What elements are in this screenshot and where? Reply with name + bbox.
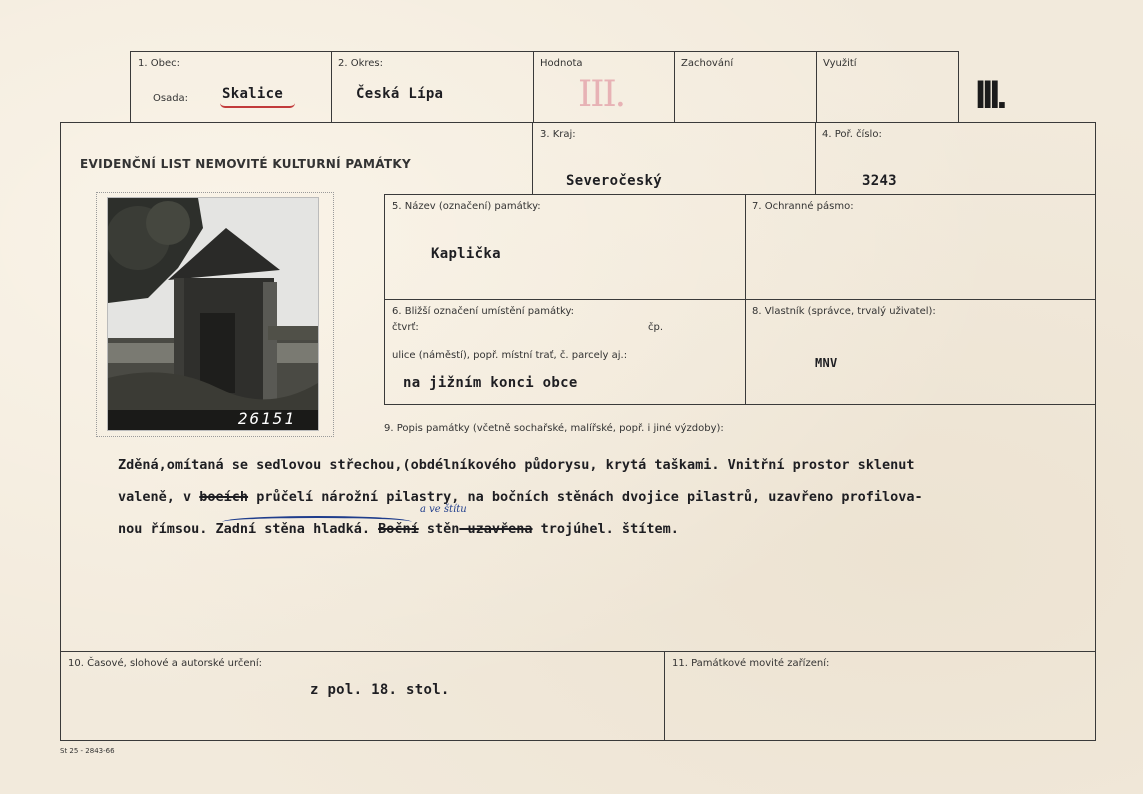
footer-code: St 25 - 2843-66 — [60, 747, 115, 755]
ulice-value: na jižním konci obce — [403, 375, 578, 391]
description-line-1: Zděná,omítaná se sedlovou střechou,(obdélníkového půdorysu, krytá taškami. Vnitřní prostor sklenut — [118, 457, 915, 473]
osada-label: Osada: — [153, 93, 189, 104]
okres-value: Česká Lípa — [356, 86, 444, 102]
kraj-value: Severočeský — [566, 173, 663, 189]
ctvrt-label: čtvrť: — [392, 322, 419, 333]
zachovani-label: Zachování — [681, 58, 734, 69]
por-cislo-label: 4. Poř. číslo: — [822, 129, 882, 140]
nazev-label: 5. Název (označení) památky: — [392, 201, 541, 212]
obec-value: Skalice — [222, 86, 284, 102]
description-text — [118, 449, 1068, 545]
desc-struck: Boční — [378, 521, 419, 537]
desc-struck: boeích — [199, 489, 249, 505]
ochranne-label: 7. Ochranné pásmo: — [752, 201, 854, 212]
blizsi-label: 6. Bližší označení umístění památky: — [392, 306, 575, 317]
monument-photo — [107, 197, 319, 431]
vlastnik-label: 8. Vlastník (správce, trvalý uživatel): — [752, 306, 936, 317]
chapel-photo-image — [108, 198, 318, 430]
vyuziti-label: Využití — [823, 58, 857, 69]
desc-seg: valeně, v — [118, 489, 200, 505]
popis-label: 9. Popis památky (včetně sochařské, malířské, popř. i jiné výzdoby): — [384, 423, 724, 434]
nazev-value: Kaplička — [431, 246, 501, 262]
form-title: EVIDENČNÍ LIST NEMOVITÉ KULTURNÍ PAMÁTKY — [80, 157, 411, 171]
casove-value: z pol. 18. stol. — [310, 682, 450, 698]
classification-mark: III. — [975, 73, 1004, 117]
vlastnik-value: MNV — [815, 356, 838, 370]
blue-pen-stroke — [222, 516, 412, 528]
kraj-label: 3. Kraj: — [540, 129, 576, 140]
ulice-label: ulice (náměstí), popř. místní trať, č. parcely aj.: — [392, 350, 628, 361]
description-line-2 — [118, 481, 1068, 513]
hodnota-stamp: III. — [578, 74, 625, 115]
desc-seg: nou římsou. Zadní stěna hladká. — [118, 521, 379, 537]
desc-seg: stěn — [418, 521, 460, 537]
por-cislo-value: 3243 — [862, 173, 897, 189]
photo-number: 26151 — [237, 409, 296, 428]
desc-seg: trojúhel. štítem. — [532, 521, 679, 537]
desc-seg: průčelí nárožní pilastry, na bočních stěnách dvojice pilastrů, uzavřeno profilova- — [248, 489, 923, 505]
desc-struck: uzavřena — [459, 521, 533, 537]
handwritten-note: a ve štítu — [420, 504, 467, 515]
movite-label: 11. Památkové movité zařízení: — [672, 658, 830, 669]
okres-label: 2. Okres: — [338, 58, 384, 69]
cp-label: čp. — [648, 322, 664, 333]
hodnota-label: Hodnota — [540, 58, 583, 69]
obec-label: 1. Obec: — [138, 58, 180, 69]
red-underline — [220, 103, 295, 108]
casove-label: 10. Časové, slohové a autorské určení: — [68, 658, 263, 669]
